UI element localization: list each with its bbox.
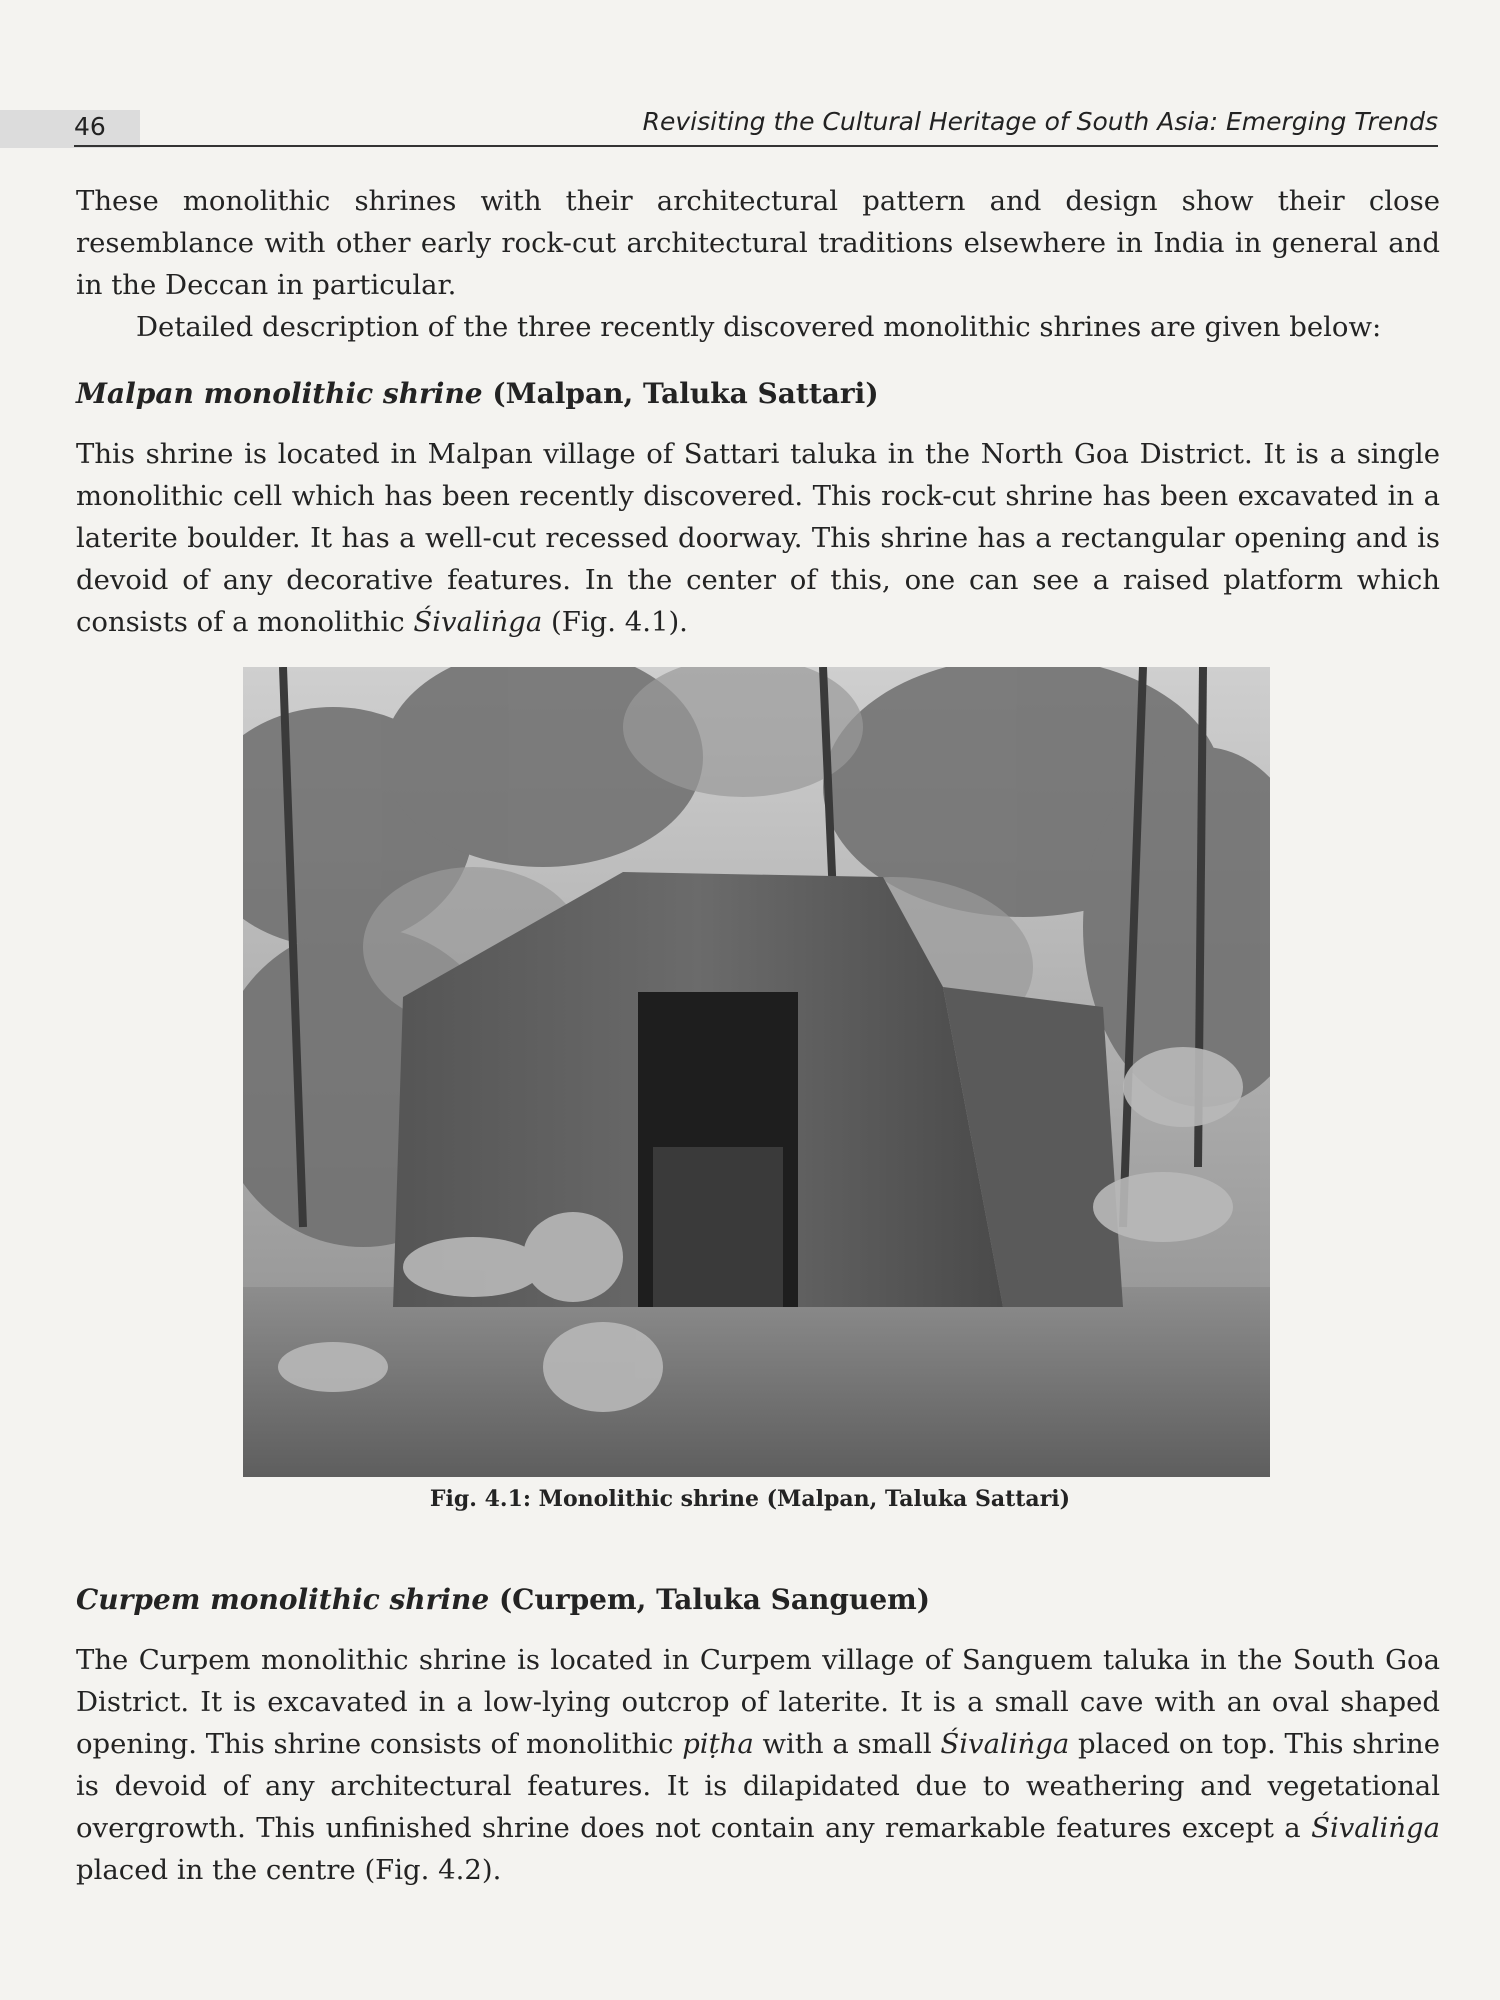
header-rule — [74, 145, 1438, 147]
term-sivalinga: Śivaliṅga — [413, 606, 543, 638]
intro-paragraph-2: Detailed description of the three recently discovered monolithic shrines are given below: — [136, 311, 1382, 343]
heading-title: Malpan monolithic shrine — [76, 377, 483, 410]
term-sivalinga: Śivaliṅga — [1311, 1812, 1440, 1844]
page-number: 46 — [74, 112, 106, 141]
malpan-text: This shrine is located in Malpan village of Sattari taluka in the North Goa District. It is a single monolithic cell which has been recently discovered. This rock-cut shrine has been excavated in a laterite boulder. It has a well-cut recessed doorway. This shrine has a rectangular opening and is devoid of any decorative features. In the center of this, one can see a raised platform which consists of a monolithic — [76, 438, 1440, 638]
curpem-text-d: placed in the centre (Fig. 4.2). — [76, 1854, 502, 1886]
figure-photo-shrine — [243, 667, 1270, 1477]
intro-paragraph: These monolithic shrines with their architectural pattern and design show their close resemblance with other early rock-cut architectural traditions elsewhere in India in general and in the Deccan in particular. — [76, 185, 1440, 301]
term-pitha: piṭha — [682, 1728, 754, 1760]
shrine-photo — [243, 667, 1270, 1477]
term-sivalinga: Śivaliṅga — [940, 1728, 1070, 1760]
heading-location: (Curpem, Taluka Sanguem) — [498, 1583, 931, 1616]
heading-location: (Malpan, Taluka Sattari) — [492, 377, 879, 410]
section-heading-malpan — [76, 377, 879, 410]
curpem-paragraph — [76, 1639, 1440, 1891]
curpem-text-c: placed on top. This shrine is devoid of any architectural features. It is dilapidated due to weathering and vegetational overgrowth. This unfinished shrine does not contain any remarkable features except a — [76, 1728, 1440, 1844]
figure-caption: Fig. 4.1: Monolithic shrine (Malpan, Taluka Sattari) — [429, 1486, 1071, 1512]
curpem-text-b: with a small — [753, 1728, 941, 1760]
heading-title: Curpem monolithic shrine — [76, 1583, 490, 1616]
page-number-box — [0, 110, 140, 148]
running-title: Revisiting the Cultural Heritage of South Asia: Emerging Trends — [642, 107, 1438, 136]
section-heading-curpem — [76, 1583, 930, 1616]
malpan-text-end: (Fig. 4.1). — [542, 606, 688, 638]
malpan-paragraph — [76, 433, 1440, 643]
curpem-text-a: The Curpem monolithic shrine is located in Curpem village of Sanguem taluka in the South Goa District. It is excavated in a low-lying outcrop of laterite. It is a small cave with an oval shaped opening. This shrine consists of monolithic — [76, 1644, 1440, 1760]
